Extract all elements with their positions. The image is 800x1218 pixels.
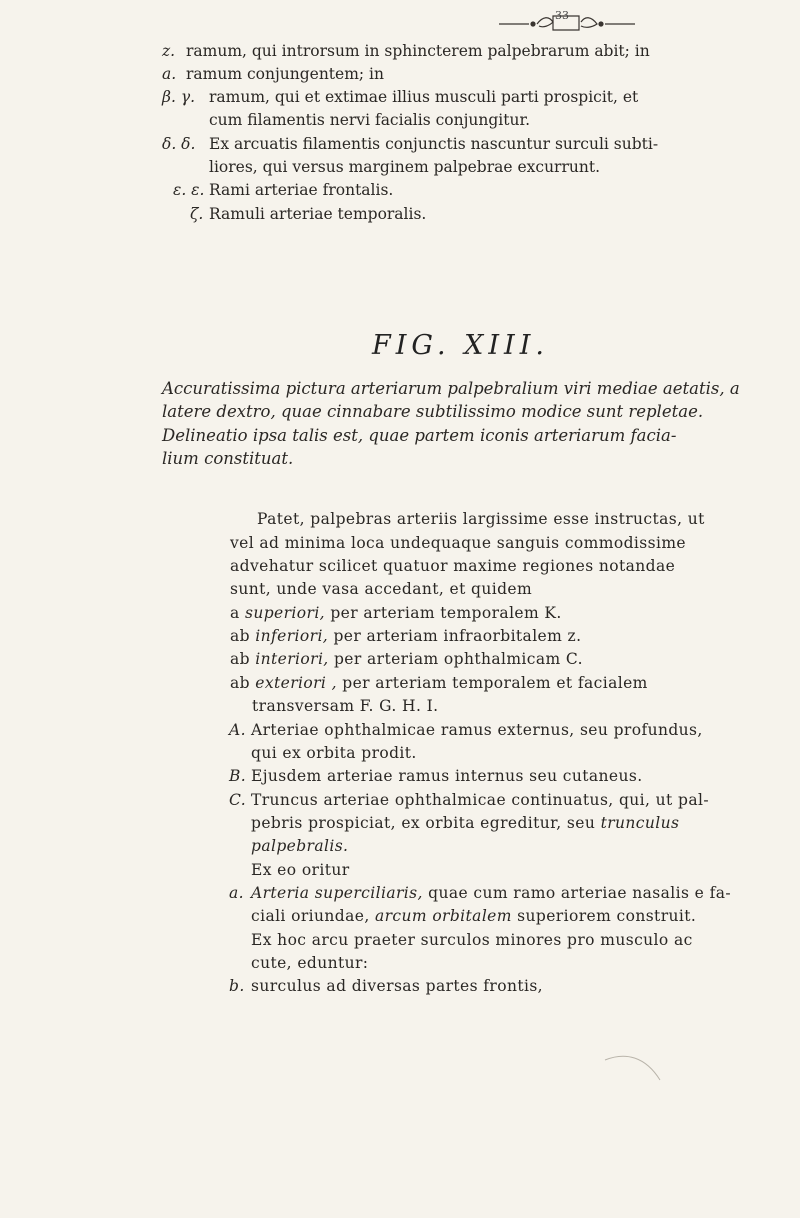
figure-caption-line: Accuratissima pictura arteriarum palpebralium viri mediae aetatis, a — [162, 379, 740, 398]
legend-label: a. — [229, 884, 244, 902]
region-direction: superiori, — [244, 604, 326, 622]
legend-text: ciali oriundae, — [251, 907, 370, 925]
legend-text: liores, qui versus marginem palpebrae excurrunt. — [209, 158, 600, 176]
intro-line: sunt, unde vasa accedant, et quidem — [230, 580, 533, 598]
legend-text: ramum conjungentem; in — [186, 65, 384, 83]
legend-line — [229, 791, 709, 809]
figure-title: FIG. XIII. — [372, 330, 549, 361]
page-stain-mark — [600, 1050, 680, 1090]
legend-label: ε. ε. — [173, 181, 205, 199]
legend-label: C. — [229, 791, 247, 809]
region-rest: per arteriam ophthalmicam C. — [333, 650, 583, 668]
region-direction: inferiori, — [255, 627, 329, 645]
legend-line — [229, 977, 543, 995]
legend-text: Ejusdem arteriae ramus internus seu cutaneus. — [251, 767, 643, 785]
region-line — [230, 674, 648, 692]
intro-line: advehatur scilicet quatuor maxime regiones notandae — [230, 557, 676, 575]
region-direction: exteriori , — [255, 674, 337, 692]
legend-label: β. γ. — [162, 88, 196, 106]
region-line — [230, 604, 562, 622]
legend-text: Ex arcuatis filamentis conjunctis nascuntur surculi subti- — [209, 135, 659, 153]
legend-text: Truncus arteriae ophthalmicae continuatus, qui, ut pal- — [251, 791, 709, 809]
legend-line: palpebralis. — [251, 837, 349, 855]
italic-term: arcum orbitalem — [374, 907, 512, 925]
italic-term: Arteria superciliaris, — [251, 884, 423, 902]
intro-line: vel ad minima loca undequaque sanguis commodissime — [230, 534, 686, 552]
region-prefix: a — [230, 604, 240, 622]
legend-line — [173, 180, 393, 200]
region-prefix: ab — [230, 650, 250, 668]
legend-line: Ex hoc arcu praeter surculos minores pro musculo ac — [251, 931, 693, 949]
legend-line: Ex eo oritur — [251, 861, 350, 879]
legend-line — [229, 884, 731, 902]
legend-label: A. — [229, 721, 246, 739]
region-prefix: ab — [230, 627, 250, 645]
legend-label: a. — [162, 65, 177, 83]
region-line — [230, 650, 583, 668]
legend-text: ramum, qui introrsum in sphincterem palpebrarum abit; in — [186, 42, 650, 60]
legend-line — [162, 41, 650, 61]
region-line — [230, 627, 581, 645]
legend-line — [209, 157, 600, 177]
legend-text: quae cum ramo arteriae nasalis e fa- — [428, 884, 731, 902]
intro-line: Patet, palpebras arteriis largissime esse instructas, ut — [257, 510, 705, 528]
legend-label: b. — [229, 977, 245, 995]
legend-line — [229, 767, 643, 785]
legend-line: cute, eduntur: — [251, 954, 369, 972]
legend-text: Arteriae ophthalmicae ramus externus, seu profundus, — [251, 721, 703, 739]
legend-label: z. — [162, 42, 176, 60]
legend-text: Rami arteriae frontalis. — [209, 181, 394, 199]
legend-line — [229, 721, 703, 739]
region-rest: per arteriam temporalem K. — [330, 604, 562, 622]
figure-caption-line: Delineatio ipsa talis est, quae partem iconis arteriarum facia- — [162, 426, 677, 445]
legend-line: qui ex orbita prodit. — [251, 744, 417, 762]
page-number: 33 — [555, 9, 569, 22]
region-rest: per arteriam temporalem et facialem — [342, 674, 648, 692]
figure-caption-line: latere dextro, quae cinnabare subtilissimo modice sunt repletae. — [162, 402, 704, 421]
region-direction: interiori, — [255, 650, 329, 668]
legend-line — [162, 134, 658, 154]
legend-text: surculus ad diversas partes frontis, — [251, 977, 543, 995]
region-rest: per arteriam infraorbitalem z. — [333, 627, 582, 645]
legend-line — [251, 814, 679, 832]
legend-line — [162, 64, 384, 84]
legend-label: ζ. — [190, 205, 204, 223]
region-prefix: ab — [230, 674, 250, 692]
legend-text: cum filamentis nervi facialis conjungitur. — [209, 111, 531, 129]
legend-text: pebris prospiciat, ex orbita egreditur, seu — [251, 814, 596, 832]
legend-label: B. — [229, 767, 247, 785]
legend-text: Ramuli arteriae temporalis. — [209, 205, 427, 223]
legend-text: superiorem construit. — [517, 907, 697, 925]
legend-line — [251, 907, 696, 925]
legend-label: δ. δ. — [162, 135, 196, 153]
figure-caption-line: lium constituat. — [162, 449, 294, 468]
legend-text: ramum, qui et extimae illius musculi parti prospicit, et — [209, 88, 639, 106]
legend-line — [162, 87, 638, 107]
region-line: transversam F. G. H. I. — [252, 697, 439, 715]
legend-line — [209, 110, 530, 130]
legend-line — [190, 204, 426, 224]
italic-term: trunculus — [600, 814, 680, 832]
